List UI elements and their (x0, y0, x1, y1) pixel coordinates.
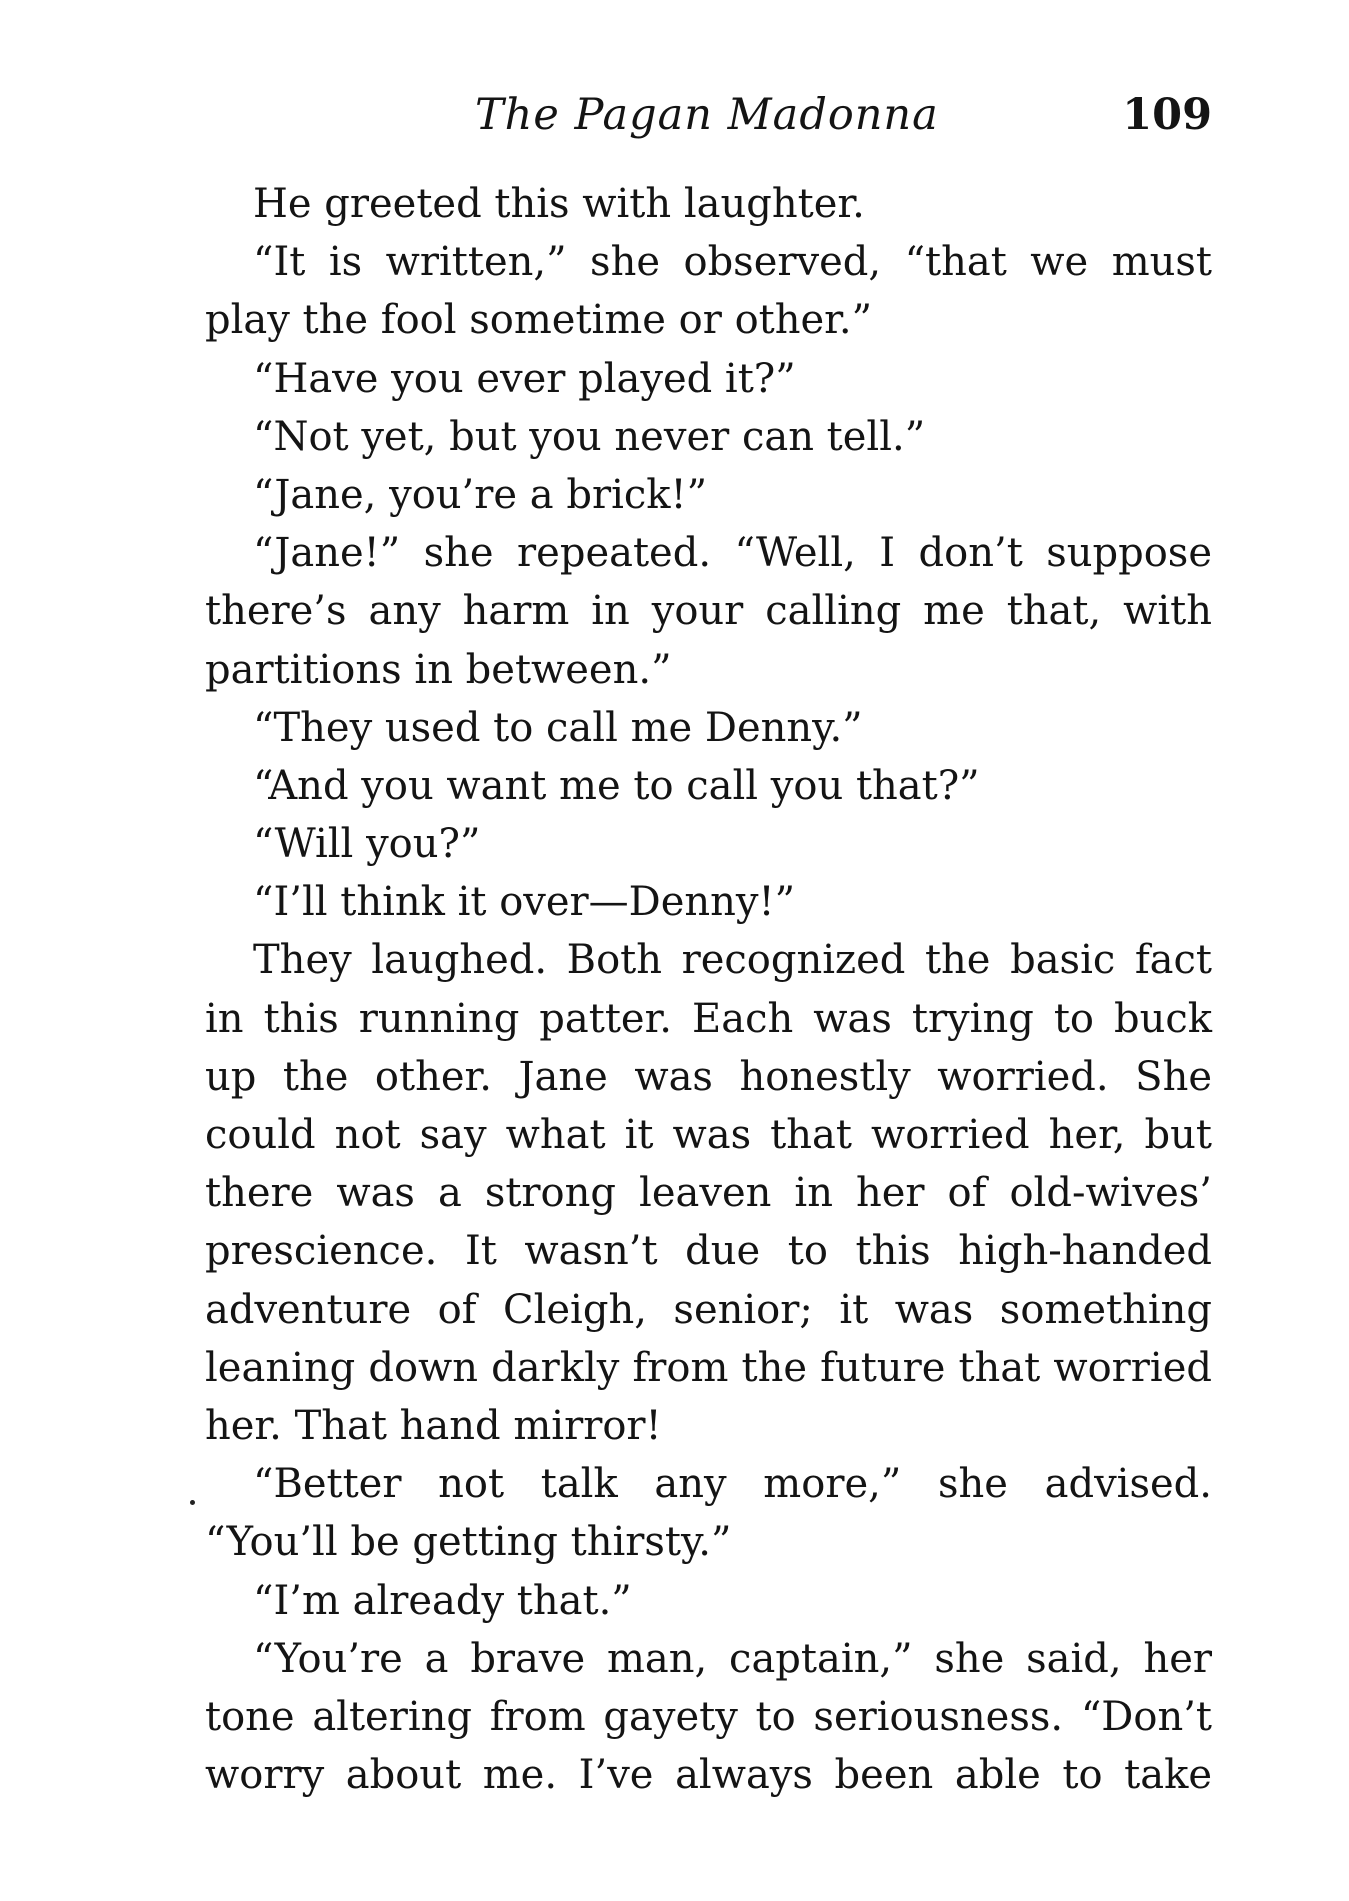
text-line: “And you want me to call you that?” (253, 762, 980, 809)
text-line: partitions in between.” (205, 646, 672, 693)
text-line: “I’m already that.” (253, 1577, 632, 1624)
running-title: The Pagan Madonna (475, 90, 939, 140)
text-line: “I’ll think it over—Denny!” (253, 879, 796, 926)
text-line: “You’ll be getting thirsty.” (205, 1519, 732, 1566)
text-line: “Jane, you’re a brick!” (253, 471, 708, 518)
text-line: “It is written,” she observed, “that we must (253, 239, 1212, 286)
text-line: play the fool sometime or other.” (205, 297, 873, 344)
text-line: could not say what it was that worried her, but (205, 1112, 1212, 1158)
text-line: adventure of Cleigh, senior; it was something (205, 1286, 1212, 1333)
page-header (205, 90, 1212, 154)
text-line: up the other. Jane was honestly worried. She (205, 1053, 1212, 1100)
text-line: tone altering from gayety to seriousness. “Don’t (205, 1693, 1212, 1740)
text-line: “You’re a brave man, captain,” she said, her (253, 1635, 1212, 1682)
text-line: They laughed. Both recognized the basic fact (253, 937, 1212, 984)
text-line: “Jane!” she repeated. “Well, I don’t suppose (253, 530, 1212, 577)
text-line: “Better not talk any more,” she advised. (253, 1461, 1212, 1508)
text-line: her. That hand mirror! (205, 1402, 662, 1449)
text-line: “They used to call me Denny.” (253, 704, 863, 751)
text-line: in this running patter. Each was trying to buck (205, 995, 1212, 1042)
text-line: prescience. It wasn’t due to this high-handed (205, 1228, 1212, 1275)
text-line: worry about me. I’ve always been able to take (205, 1752, 1212, 1799)
text-line: “Will you?” (253, 821, 481, 868)
body-text (205, 175, 1212, 1804)
text-line: “Have you ever played it?” (253, 355, 796, 402)
text-line: “Not yet, but you never can tell.” (253, 413, 926, 460)
text-line: there’s any harm in your calling me that, with (205, 588, 1212, 635)
ink-speck (190, 1500, 195, 1505)
text-line: He greeted this with laughter. (253, 181, 865, 227)
text-line: leaning down darkly from the future that worried (205, 1344, 1212, 1391)
page-number: 109 (1122, 90, 1212, 140)
text-line: there was a strong leaven in her of old-wives’ (205, 1170, 1212, 1217)
